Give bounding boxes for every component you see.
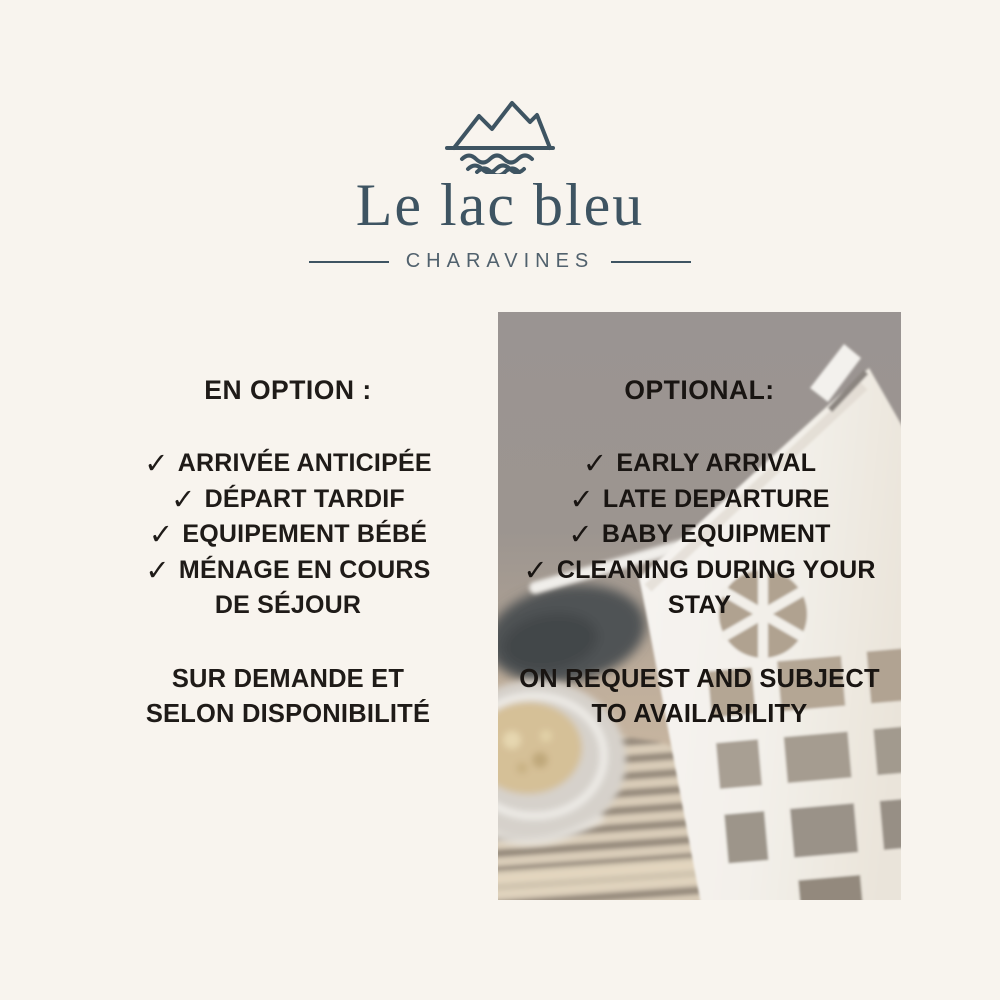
checkmark-icon: ✓ bbox=[145, 552, 170, 587]
list-item-label: LATE DEPARTURE bbox=[602, 484, 830, 513]
list-item bbox=[514, 553, 886, 624]
french-heading: EN OPTION : bbox=[204, 375, 372, 405]
list-item-label: BABY EQUIPMENT bbox=[601, 520, 831, 548]
brand-subtitle: CHARAVINES bbox=[405, 250, 595, 272]
brand-title: Le lac bleu bbox=[355, 172, 645, 238]
list-item bbox=[127, 446, 449, 482]
house-decoration-photo bbox=[498, 312, 901, 900]
mountain-lake-icon bbox=[441, 92, 559, 174]
french-check-list bbox=[127, 446, 449, 624]
list-item-label: MÉNAGE EN COURS DE SÉJOUR bbox=[178, 555, 431, 619]
french-options-column bbox=[118, 375, 458, 732]
checkmark-icon: ✓ bbox=[569, 481, 594, 516]
list-item-label: CLEANING DURING YOUR STAY bbox=[556, 555, 876, 619]
french-note: SUR DEMANDE ET SELON DISPONIBILITÉ bbox=[145, 664, 431, 728]
english-check-list bbox=[514, 446, 886, 624]
checkmark-icon: ✓ bbox=[148, 517, 174, 551]
list-item bbox=[514, 517, 886, 553]
list-item-label: ARRIVÉE ANTICIPÉE bbox=[177, 449, 432, 477]
brand-subtitle-row bbox=[309, 250, 692, 273]
english-options-column bbox=[498, 375, 901, 732]
checkmark-icon: ✓ bbox=[582, 446, 608, 480]
english-heading: OPTIONAL: bbox=[624, 375, 775, 405]
checkmark-icon: ✓ bbox=[144, 446, 169, 480]
checkmark-icon: ✓ bbox=[523, 552, 548, 587]
list-item bbox=[514, 482, 886, 518]
list-item-label: EARLY ARRIVAL bbox=[616, 449, 817, 477]
checkmark-icon: ✓ bbox=[568, 517, 593, 551]
list-item bbox=[127, 553, 449, 624]
right-rule bbox=[611, 261, 691, 263]
list-item-label: EQUIPEMENT BÉBÉ bbox=[182, 520, 428, 548]
list-item bbox=[514, 446, 886, 482]
logo bbox=[0, 92, 1000, 273]
checkmark-icon: ✓ bbox=[171, 481, 196, 516]
left-rule bbox=[309, 261, 389, 263]
list-item bbox=[127, 517, 449, 553]
list-item-label: DÉPART TARDIF bbox=[204, 484, 405, 513]
list-item bbox=[127, 482, 449, 518]
english-note: ON REQUEST AND SUBJECT TO AVAILABILITY bbox=[519, 664, 880, 728]
